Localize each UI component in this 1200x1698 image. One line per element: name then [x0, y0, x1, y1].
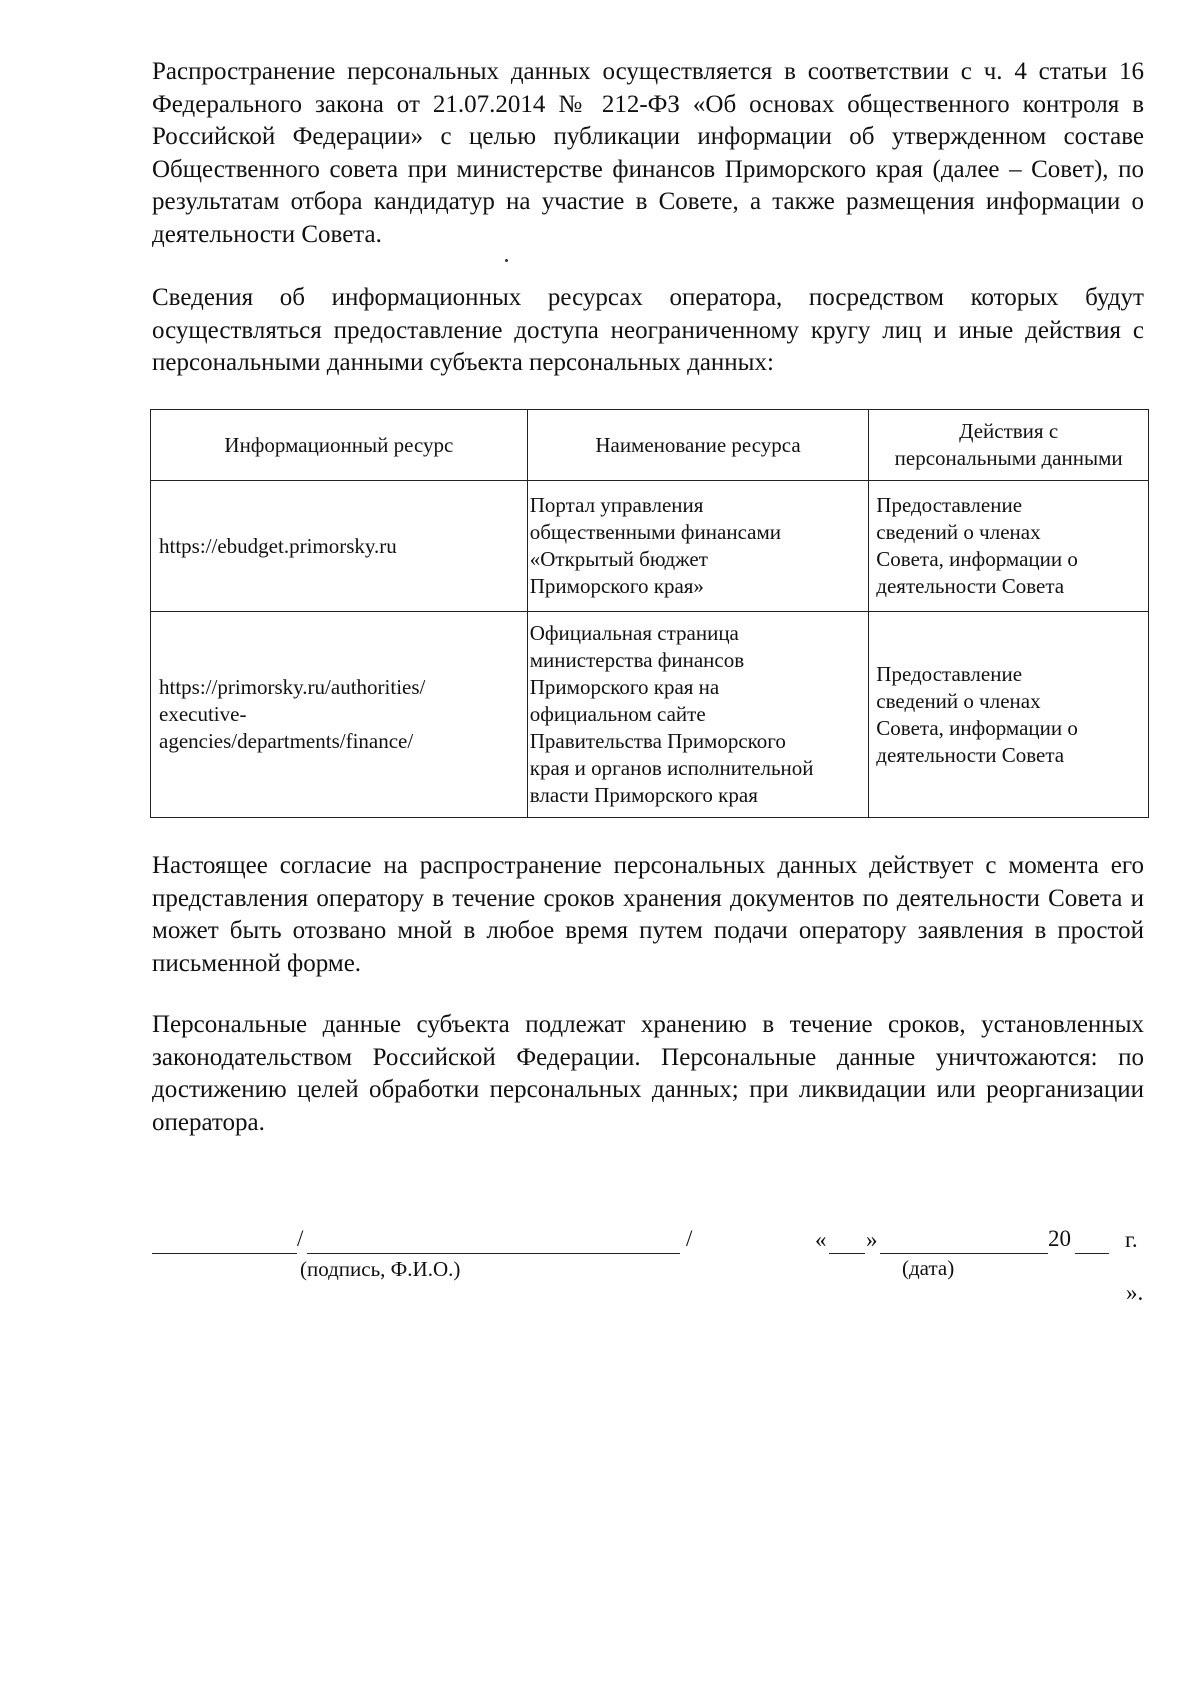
year-prefix: 20	[1048, 1226, 1071, 1251]
scan-speck	[505, 259, 508, 262]
cell-line: края и органов исполнительной	[529, 756, 814, 780]
cell-line: Предоставление	[876, 661, 1023, 686]
paragraph-purpose: Распространение персональных данных осуществляется в соответствии с ч. 4 статьи 16 Федерального закона от 21.07.2014 № 212-ФЗ «Об основах общественного контроля в Российской Федерации» с целью публикации информации об утвержденном составе Общественного совета при министерстве финансов Приморского края (далее – Совет), по результатам отбора кандидатур на участие в Совете, а также размещения информации о деятельности Совета.	[152, 58, 1144, 248]
year-suffix: г.	[1125, 1227, 1138, 1252]
cell-actions	[869, 612, 1149, 818]
date-caption: (дата)	[902, 1256, 955, 1280]
header-actions-line: персональными данными	[894, 446, 1123, 470]
cell-line: Предоставление	[876, 493, 1023, 517]
cell-line: деятельности Совета	[876, 574, 1065, 598]
cell-line: agencies/departments/finance/	[159, 729, 414, 753]
cell-line: Приморского края на	[529, 675, 720, 699]
closing-quote: ».	[1126, 1280, 1144, 1305]
cell-line: деятельности Совета	[876, 742, 1065, 767]
resources-table	[150, 409, 1149, 818]
cell-line: сведений о членах	[876, 520, 1041, 544]
cell-line: официальном сайте	[529, 702, 706, 726]
cell-actions	[869, 481, 1149, 612]
cell-line: власти Приморского края	[529, 783, 758, 807]
paragraph-consent-validity: Настоящее согласие на распространение персональных данных действует с момента его представления оператору в течение сроков хранения документов по деятельности Совета и может быть отозвано мной в любое время путем подачи оператору заявления в простой письменной форме.	[152, 852, 1144, 977]
cell-line: Официальная страница	[529, 621, 739, 645]
paragraph-resources-intro: Сведения об информационных ресурсах оператора, посредством которых будут осуществляться предоставление доступа неограниченному кругу лиц и иные действия с персональными данными субъекта персональных данных:	[152, 284, 1144, 376]
header-actions-line: Действия с	[959, 419, 1059, 443]
cell-line: Портал управления	[529, 493, 704, 517]
cell-line: общественными финансами	[529, 520, 781, 544]
month-line[interactable]	[880, 1253, 1048, 1254]
cell-line: Совета, информации о	[876, 715, 1078, 740]
signature-slash: /	[686, 1226, 693, 1251]
cell-line: Совета, информации о	[876, 547, 1078, 571]
header-resource: Информационный ресурс	[151, 410, 528, 481]
cell-line: Правительства Приморского	[529, 729, 786, 753]
cell-resource-url: https://ebudget.primorsky.ru	[151, 481, 528, 612]
date-close-quote: »	[866, 1227, 878, 1252]
table-row	[151, 481, 1149, 612]
signature-caption: (подпись, Ф.И.О.)	[300, 1257, 461, 1281]
year-line[interactable]	[1075, 1253, 1109, 1254]
cell-line: «Открытый бюджет	[529, 547, 708, 571]
signature-slash: /	[297, 1226, 304, 1251]
paragraph-storage: Персональные данные субъекта подлежат хранению в течение сроков, установленных законодательством Российской Федерации. Персональные данные уничтожаются: по достижению целей обработки персональных данных; при ликвидации или реорганизации оператора.	[152, 1011, 1144, 1136]
cell-line: сведений о членах	[876, 688, 1041, 713]
header-name: Наименование ресурса	[527, 410, 869, 481]
cell-line: executive-	[159, 702, 247, 726]
cell-line: Приморского края»	[529, 574, 704, 598]
table-header-row	[151, 410, 1149, 481]
day-line[interactable]	[829, 1253, 865, 1254]
full-name-line[interactable]	[307, 1253, 680, 1254]
cell-resource-name	[527, 481, 869, 612]
cell-line: https://primorsky.ru/authorities/	[159, 675, 426, 699]
cell-resource-name	[527, 612, 869, 818]
cell-line: министерства финансов	[529, 648, 745, 672]
header-actions	[869, 410, 1149, 481]
date-open-quote: «	[815, 1227, 827, 1252]
cell-resource-url	[151, 612, 528, 818]
signature-line[interactable]	[152, 1253, 297, 1254]
table-row	[151, 612, 1149, 818]
